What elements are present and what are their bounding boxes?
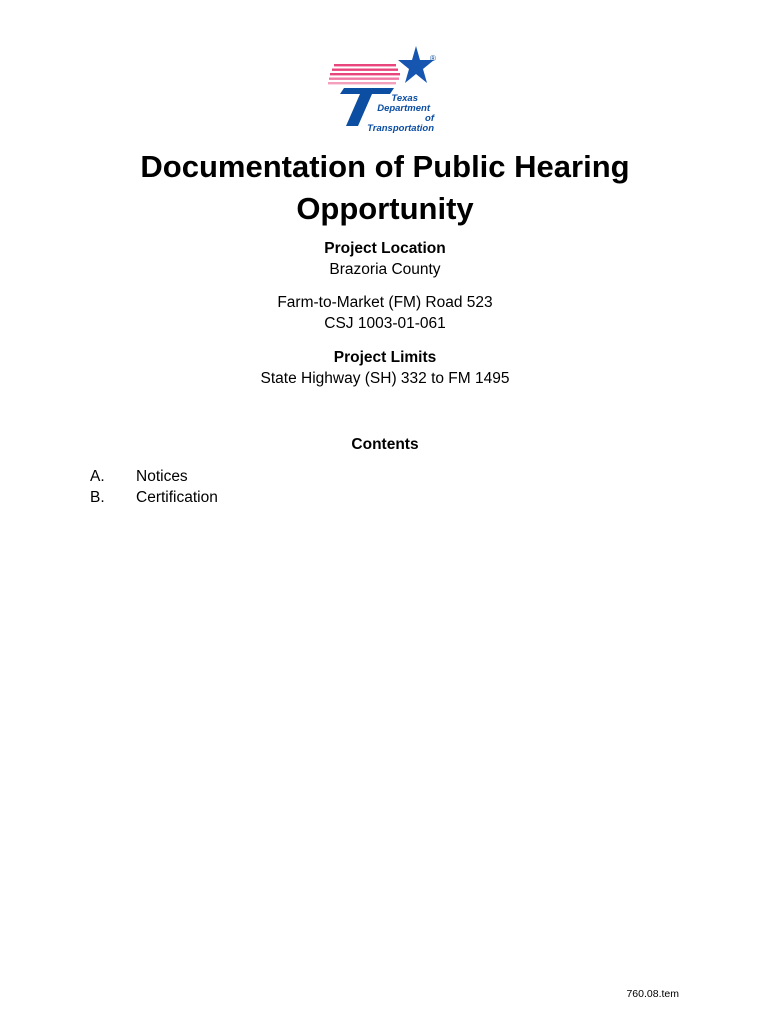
project-limits-value: State Highway (SH) 332 to FM 1495 <box>260 370 510 387</box>
title-line-2: Opportunity <box>296 191 474 226</box>
project-road-section <box>0 292 770 334</box>
speed-stripes <box>328 64 400 84</box>
document-title <box>0 146 770 230</box>
list-item-label: Certification <box>136 488 218 506</box>
contents-heading: Contents <box>351 436 419 453</box>
list-item <box>90 467 218 488</box>
project-road: Farm-to-Market (FM) Road 523 <box>277 294 493 311</box>
project-csj: CSJ 1003-01-061 <box>324 315 446 332</box>
list-item-letter: A. <box>90 468 105 485</box>
registered-mark: ® <box>430 54 436 63</box>
logo-line-transportation: of Transportation <box>367 113 434 134</box>
list-item <box>90 488 218 509</box>
project-limits-section <box>0 347 770 389</box>
list-item-label: Notices <box>136 468 188 485</box>
title-line-1: Documentation of Public Hearing <box>140 149 630 184</box>
logo-line-texas: Texas <box>391 93 418 104</box>
star-icon <box>398 46 434 83</box>
project-location-heading: Project Location <box>324 240 446 257</box>
project-county: Brazoria County <box>329 261 441 278</box>
logo-wordmark <box>356 94 446 134</box>
logo-line-department: Department <box>377 103 430 114</box>
list-item-letter: B. <box>90 488 105 506</box>
project-location-section <box>0 238 770 280</box>
project-limits-heading: Project Limits <box>333 349 437 366</box>
footer-code: 760.08.tem <box>626 988 679 1000</box>
contents-section <box>0 434 770 455</box>
contents-list <box>90 467 218 508</box>
